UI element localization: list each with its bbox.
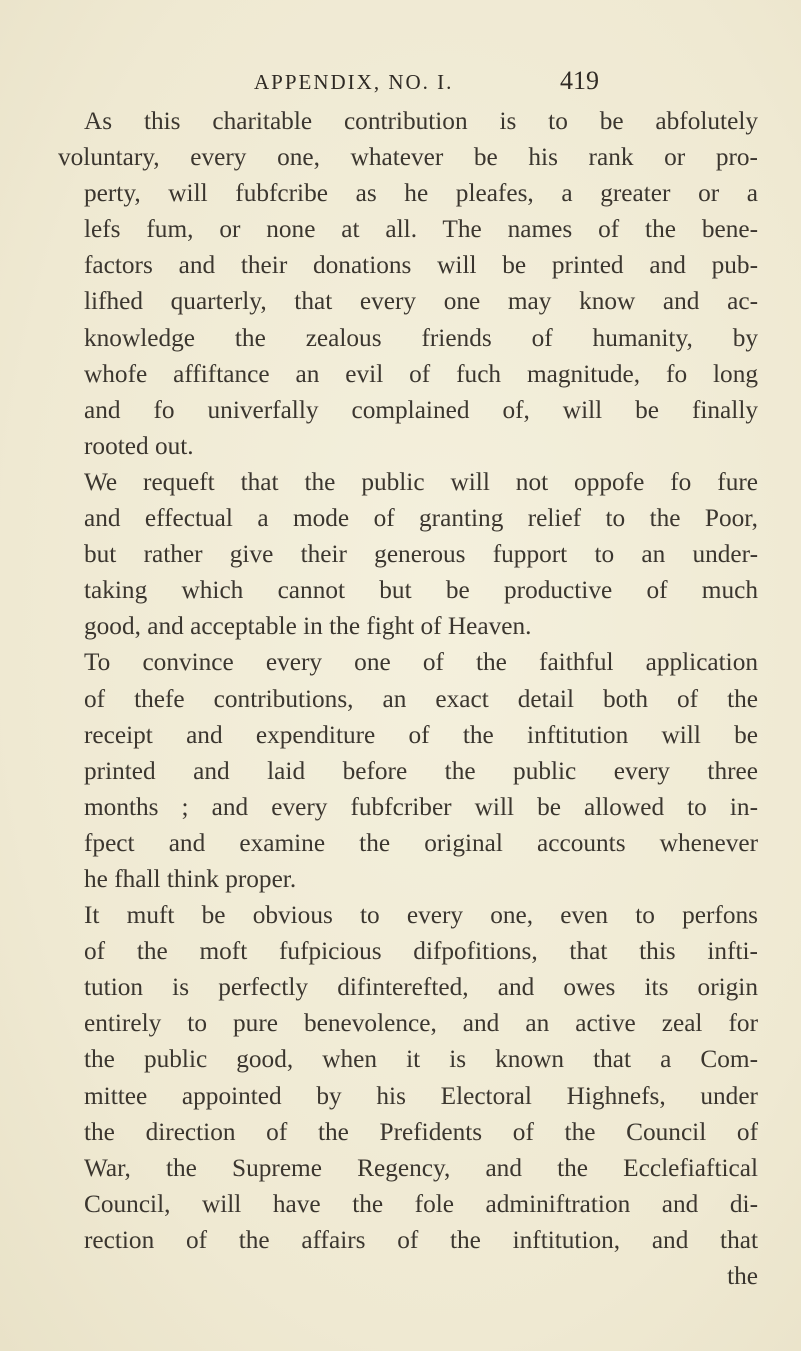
body-text: [58, 103, 758, 1294]
page-header: [0, 60, 801, 100]
text-line: mittee appointed by his Electoral Highnefs, under: [84, 1081, 758, 1110]
text-line: War, the Supreme Regency, and the Ecclefiaftical: [84, 1153, 758, 1182]
running-title: APPENDIX, NO. I.: [254, 70, 454, 94]
text-line: fpect and examine the original accounts whenever: [84, 828, 758, 857]
text-line: he fhall think proper.: [84, 864, 297, 893]
text-line: lifhed quarterly, that every one may know and ac-: [84, 287, 758, 316]
catchword: the: [727, 1262, 758, 1290]
text-line: but rather give their generous fupport to an under-: [84, 540, 758, 569]
text-line: As this charitable contribution is to be abfolutely: [84, 107, 758, 135]
text-line: whofe affiftance an evil of fuch magnitude, fo long: [84, 359, 758, 388]
text-line: Council, will have the fole adminiftration and di-: [84, 1189, 758, 1218]
text-line: receipt and expenditure of the inftitution will be: [84, 720, 758, 749]
text-line: and effectual a mode of granting relief to the Poor,: [84, 504, 758, 533]
text-line: taking which cannot but be productive of much: [84, 576, 758, 605]
text-line: rooted out.: [84, 431, 194, 460]
text-line: rection of the affairs of the inftitution, and that: [84, 1225, 758, 1254]
text-line: of thefe contributions, an exact detail both of the: [84, 684, 758, 713]
text-line: knowledge the zealous friends of humanity, by: [84, 323, 758, 352]
text-line: the public good, when it is known that a Com-: [84, 1045, 758, 1074]
text-line: and fo univerfally complained of, will be finally: [84, 395, 758, 424]
text-line: factors and their donations will be printed and pub-: [84, 251, 758, 280]
text-line: of the moft fufpicious difpofitions, that this infti-: [84, 937, 758, 966]
text-line: the direction of the Prefidents of the Council of: [84, 1117, 758, 1146]
text-line: good, and acceptable in the fight of Heaven.: [84, 612, 532, 641]
text-line: entirely to pure benevolence, and an active zeal for: [84, 1009, 758, 1038]
text-line: lefs fum, or none at all. The names of the bene-: [84, 215, 758, 244]
text-line: It muft be obvious to every one, even to perfons: [84, 901, 758, 930]
page-number: 419: [560, 66, 599, 95]
text-line: printed and laid before the public every three: [84, 756, 758, 785]
text-line: months ; and every fubfcriber will be allowed to in-: [84, 792, 758, 821]
text-line: tution is perfectly difinterefted, and owes its origin: [84, 973, 758, 1002]
text-line: voluntary, every one, whatever be his rank or pro-: [58, 143, 758, 172]
text-line: We requeft that the public will not oppofe fo fure: [84, 467, 758, 496]
text-line: To convince every one of the faithful application: [84, 648, 758, 677]
text-line: perty, will fubfcribe as he pleafes, a greater or a: [84, 179, 758, 208]
